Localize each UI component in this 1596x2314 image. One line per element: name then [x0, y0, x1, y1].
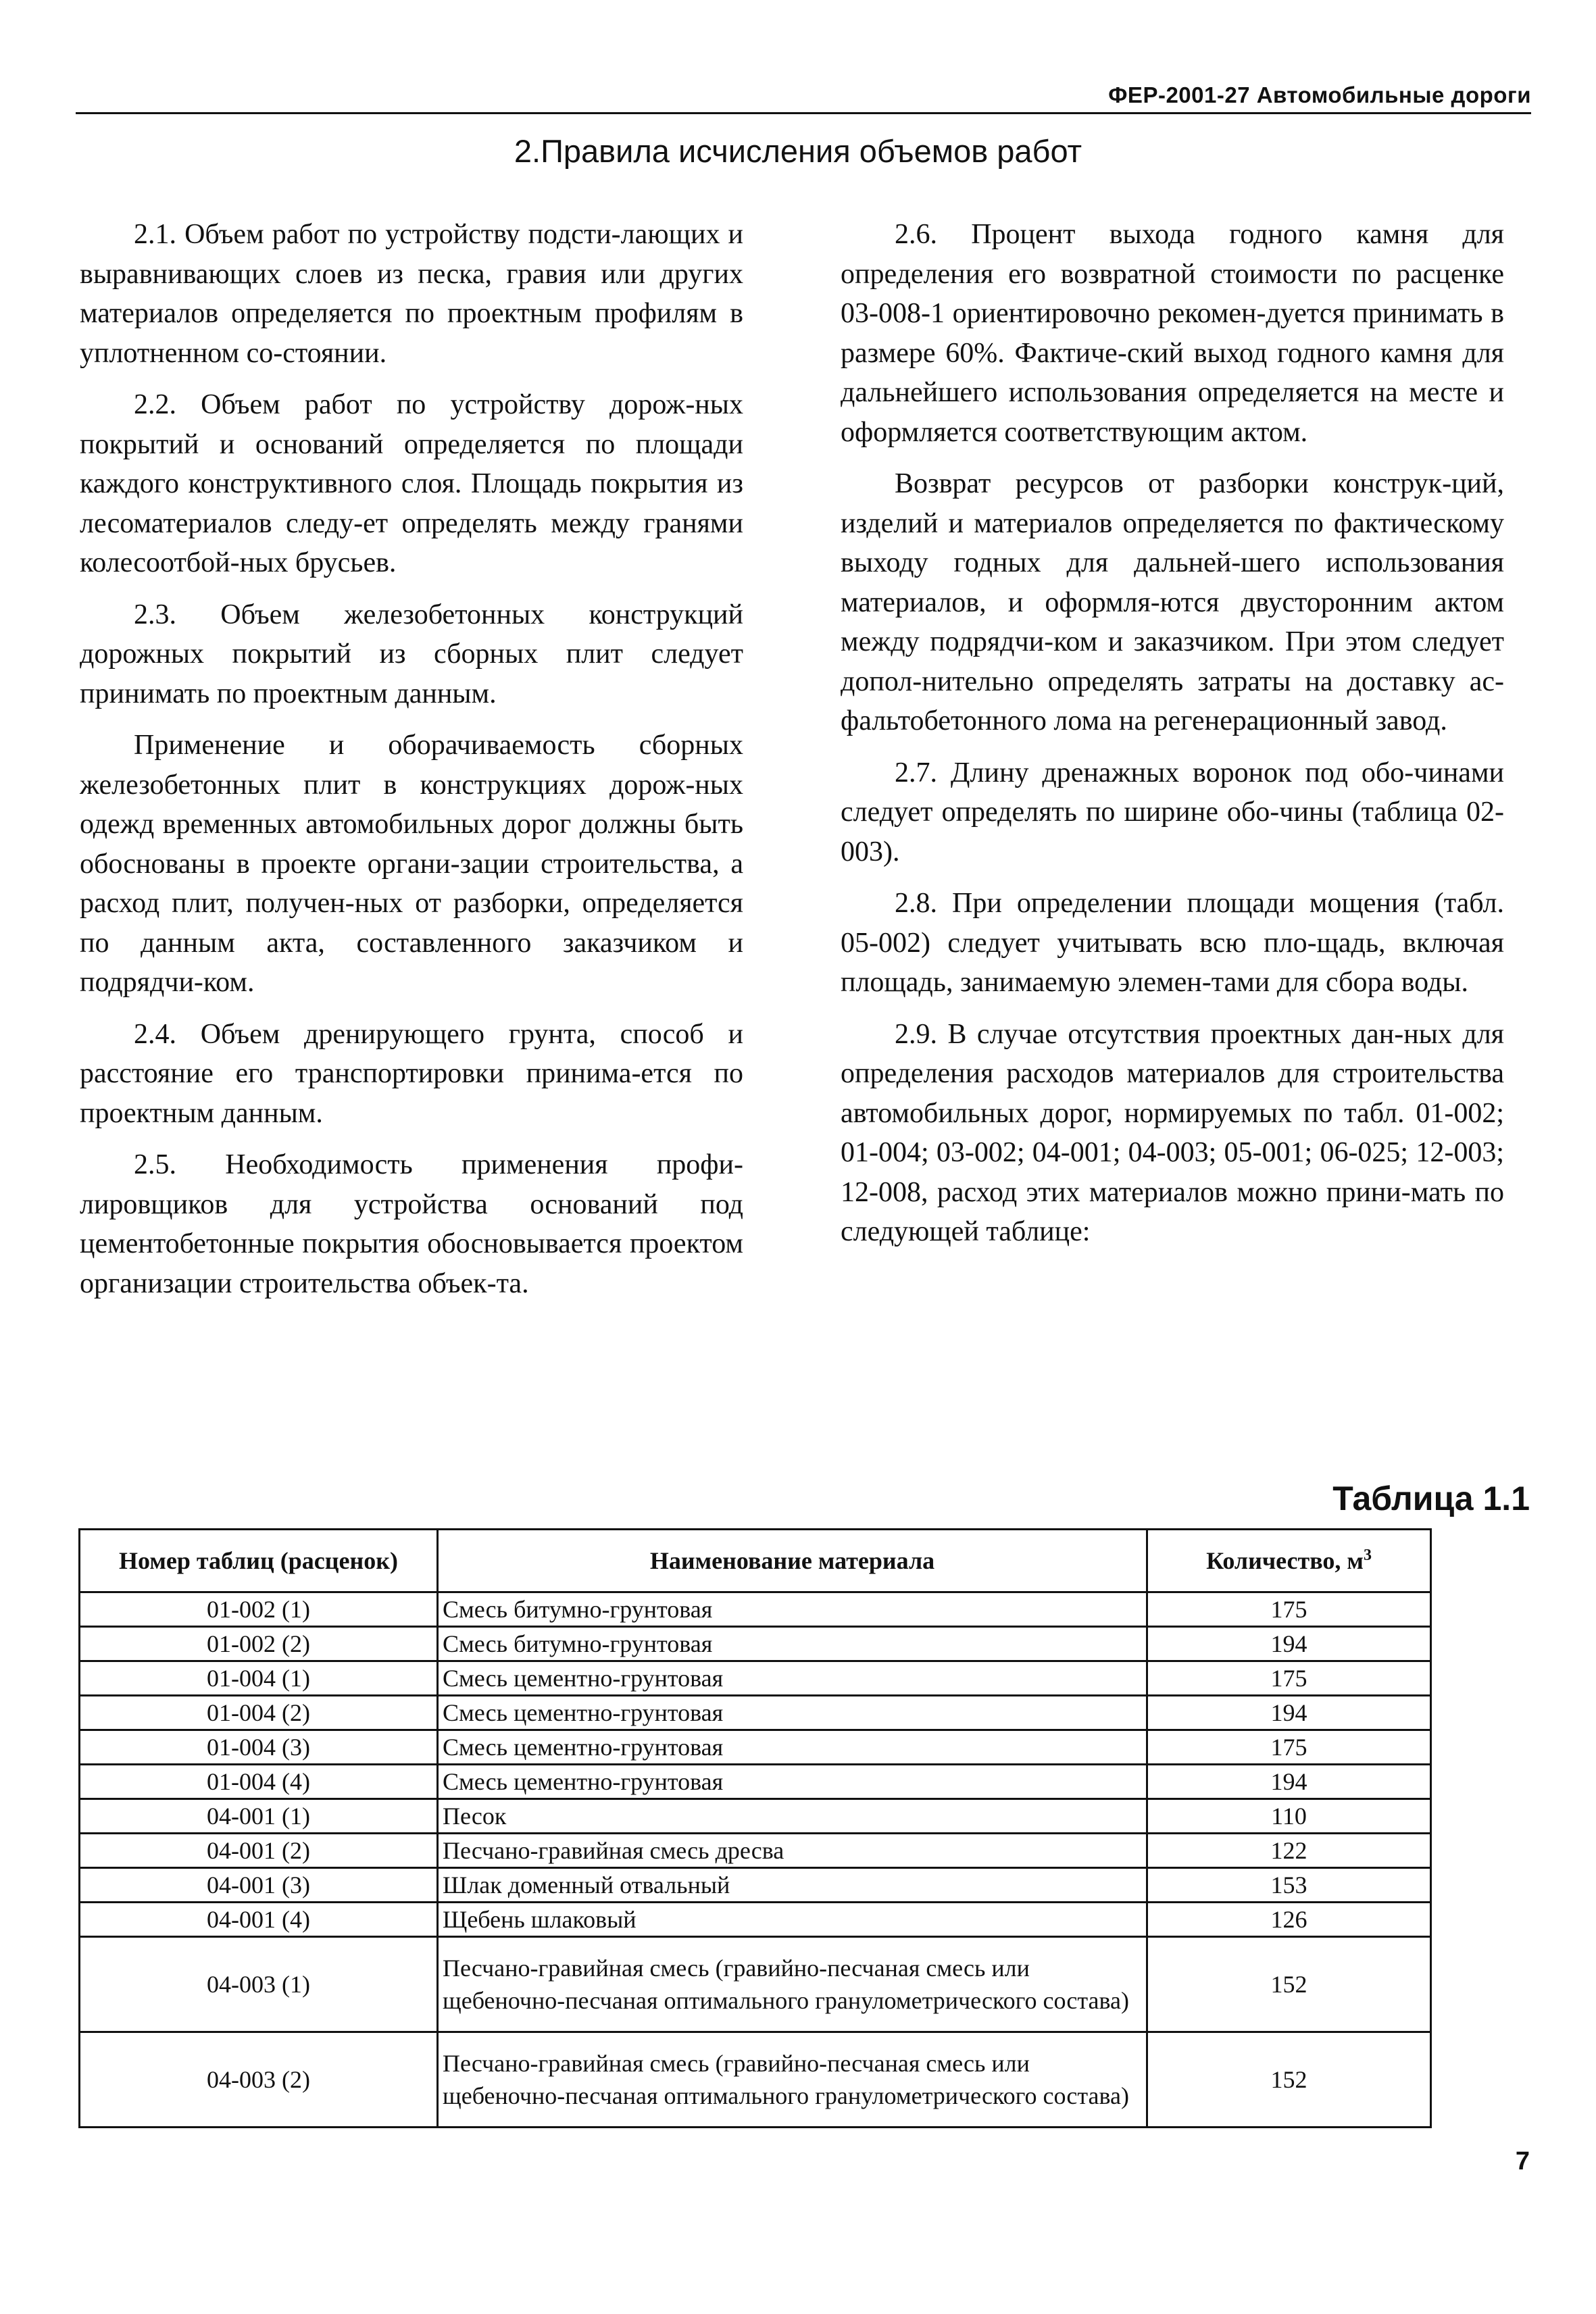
- cell-code: 04-003 (1): [80, 1937, 438, 2032]
- cell-name: Щебень шлаковый: [438, 1903, 1147, 1937]
- cell-name: Песок: [438, 1799, 1147, 1834]
- table-row: [80, 1937, 1431, 2032]
- cell-code: 01-004 (2): [80, 1696, 438, 1730]
- table-row: [80, 1903, 1431, 1937]
- left-column: [80, 215, 743, 1315]
- paragraph-2-2: 2.2. Объем работ по устройству дорож-ных покрытий и оснований определяется по площади каждого конструктивного слоя. Площадь покрытия из лесоматериалов следу-ет определять между гранями колесоотбой-ных брусьев.: [80, 389, 743, 578]
- cell-code: 01-004 (3): [80, 1730, 438, 1765]
- cell-qty: 122: [1147, 1834, 1431, 1868]
- cell-name: Смесь битумно-грунтовая: [438, 1592, 1147, 1627]
- table-row: [80, 1868, 1431, 1903]
- cell-qty: 152: [1147, 2032, 1431, 2128]
- cell-code: 04-001 (1): [80, 1799, 438, 1834]
- paragraph-plates-usage: Применение и оборачиваемость сборных железобетонных плит в конструкциях дорож-ных одежд временных автомобильных дорог должны быть обоснованы в проекте органи-зации строительства, а расход плит, получен-ных от разборки, определяется по данным акта, составленного заказчиком и подрядчи-ком.: [80, 730, 743, 998]
- table-row: [80, 1799, 1431, 1834]
- cell-qty: 194: [1147, 1696, 1431, 1730]
- cell-code: 01-002 (2): [80, 1627, 438, 1661]
- cell-name: Смесь цементно-грунтовая: [438, 1765, 1147, 1799]
- cell-code: 01-002 (1): [80, 1592, 438, 1627]
- cell-qty: 110: [1147, 1799, 1431, 1834]
- cell-name: Смесь цементно-грунтовая: [438, 1696, 1147, 1730]
- paragraph-2-9: 2.9. В случае отсутствия проектных дан-ных для определения расходов материалов для строительства автомобильных дорог, нормируемых по табл. 01-002; 01-004; 03-002; 04-001; 04-003; 05-001; 06-025; 12-003; 12-008, расход этих материалов можно прини-мать по следующей таблице:: [841, 1018, 1504, 1247]
- paragraph-2-1: 2.1. Объем работ по устройству подсти-лающих и выравнивающих слоев из песка, гравия или других материалов определяется по проектным профилям в уплотненном со-стоянии.: [80, 219, 743, 369]
- cell-name: Шлак доменный отвальный: [438, 1868, 1147, 1903]
- table-row: [80, 1834, 1431, 1868]
- cell-qty: 152: [1147, 1937, 1431, 2032]
- cell-name: Смесь цементно-грунтовая: [438, 1661, 1147, 1696]
- paragraph-2-7: 2.7. Длину дренажных воронок под обо-чинами следует определять по ширине обо-чины (таблица 02-003).: [841, 757, 1504, 867]
- cell-name: Песчано-гравийная смесь (гравийно-песчаная смесь или щебеночно-песчаная оптимального гранулометрического состава): [438, 2032, 1147, 2128]
- cell-code: 04-001 (3): [80, 1868, 438, 1903]
- cell-qty: 194: [1147, 1627, 1431, 1661]
- table-row: [80, 1592, 1431, 1627]
- cell-code: 01-004 (4): [80, 1765, 438, 1799]
- right-column: [841, 215, 1504, 1264]
- table-row: [80, 2032, 1431, 2128]
- table-row: [80, 1730, 1431, 1765]
- running-header: [76, 73, 1531, 114]
- running-title: ФЕР-2001-27 Автомобильные дороги: [1108, 82, 1531, 107]
- table-caption: Таблица 1.1: [1332, 1480, 1530, 1517]
- header-qty-unit-power: 3: [1363, 1546, 1372, 1564]
- table-row: [80, 1765, 1431, 1799]
- cell-code: 04-001 (2): [80, 1834, 438, 1868]
- paragraph-resources-return: Возврат ресурсов от разборки конструк-ций, изделий и материалов определяется по фактическому выходу годных для дальней-шего использования материалов, и оформля-ются двусторонним актом между подрядчи-ком и заказчиком. При этом следует допол-нительно определять затраты на доставку ас-фальтобетонного лома на регенерационный завод.: [841, 468, 1504, 736]
- cell-qty: 175: [1147, 1661, 1431, 1696]
- cell-name: Смесь цементно-грунтовая: [438, 1730, 1147, 1765]
- table-row: [80, 1661, 1431, 1696]
- paragraph-2-8: 2.8. При определении площади мощения (табл. 05-002) следует учитывать всю пло-щадь, включая площадь, занимаемую элемен-тами для сбора воды.: [841, 888, 1504, 998]
- header-name: Наименование материала: [438, 1530, 1147, 1592]
- section-title: 2.Правила исчисления объемов работ: [514, 133, 1082, 169]
- cell-name: Смесь битумно-грунтовая: [438, 1627, 1147, 1661]
- table-row: [80, 1627, 1431, 1661]
- cell-qty: 153: [1147, 1868, 1431, 1903]
- cell-qty: 175: [1147, 1592, 1431, 1627]
- cell-name: Песчано-гравийная смесь дресва: [438, 1834, 1147, 1868]
- cell-code: 01-004 (1): [80, 1661, 438, 1696]
- paragraph-2-6: 2.6. Процент выхода годного камня для определения его возвратной стоимости по расценке 03-008-1 ориентировочно рекомен-дуется принимать в размере 60%. Фактиче-ский выход годного камня для дальнейшего использования определяется на месте и оформляется соответствующим актом.: [841, 219, 1504, 448]
- header-code: Номер таблиц (расценок): [80, 1530, 438, 1592]
- cell-qty: 194: [1147, 1765, 1431, 1799]
- cell-code: 04-003 (2): [80, 2032, 438, 2128]
- header-qty-label: Количество, м: [1206, 1547, 1364, 1574]
- paragraph-2-3: 2.3. Объем железобетонных конструкций дорожных покрытий из сборных плит следует принимать по проектным данным.: [80, 599, 743, 709]
- paragraph-2-4: 2.4. Объем дренирующего грунта, способ и расстояние его транспортировки принима-ется по проектным данным.: [80, 1018, 743, 1129]
- header-qty: [1147, 1530, 1431, 1592]
- table-header-row: [80, 1530, 1431, 1592]
- table-row: [80, 1696, 1431, 1730]
- cell-qty: 126: [1147, 1903, 1431, 1937]
- cell-qty: 175: [1147, 1730, 1431, 1765]
- cell-name: Песчано-гравийная смесь (гравийно-песчаная смесь или щебеночно-песчаная оптимального гранулометрического состава): [438, 1937, 1147, 2032]
- paragraph-2-5: 2.5. Необходимость применения профи-лировщиков для устройства оснований под цементобетонные покрытия обосновывается проектом организации строительства объек-та.: [80, 1149, 743, 1299]
- cell-code: 04-001 (4): [80, 1903, 438, 1937]
- page-number: 7: [1515, 2147, 1530, 2175]
- table-body: [80, 1592, 1431, 2128]
- materials-table: [78, 1528, 1432, 2128]
